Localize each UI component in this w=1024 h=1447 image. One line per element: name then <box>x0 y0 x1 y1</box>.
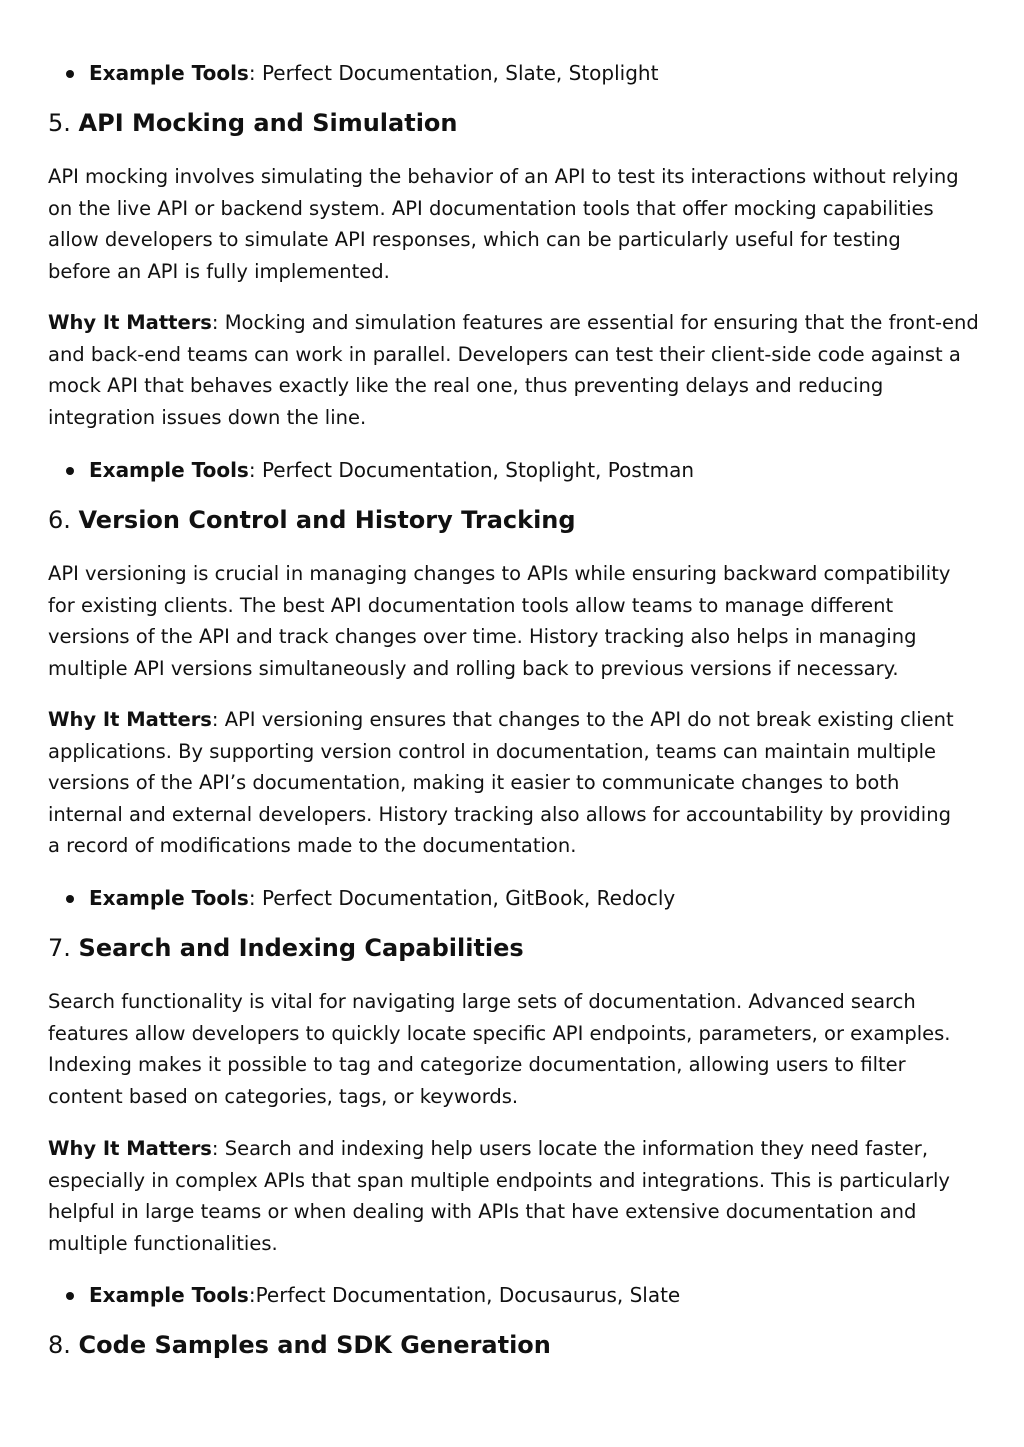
example-tools-value: Perfect Documentation, GitBook, Redocly <box>261 886 676 910</box>
section-title: Search and Indexing Capabilities <box>78 934 524 962</box>
paragraph-line: content based on categories, tags, or keywords. <box>48 1084 519 1108</box>
example-tools-value: Perfect Documentation, Slate, Stoplight <box>261 61 659 85</box>
section-title: Code Samples and SDK Generation <box>78 1331 551 1359</box>
section-number: 8. <box>48 1331 79 1359</box>
section-7-why-it-matters <box>48 1133 973 1259</box>
paragraph-line: API versioning is crucial in managing changes to APIs while ensuring backward compatibility <box>48 562 951 585</box>
paragraph-line: and back-end teams can work in parallel. Developers can test their client-side code against a <box>48 342 961 366</box>
paragraph-line: versions of the API’s documentation, making it easier to communicate changes to both <box>48 771 900 794</box>
example-tools-label: Example Tools <box>89 1283 249 1307</box>
section-6-why-it-matters <box>48 704 973 862</box>
paragraph-line: a record of modifications made to the documentation. <box>48 834 577 857</box>
paragraph-line: internal and external developers. History tracking also allows for accountability by providing <box>48 802 951 826</box>
example-tools-separator: : <box>248 886 262 910</box>
example-tools-value: Perfect Documentation, Docusaurus, Slate <box>255 1283 681 1307</box>
paragraph-line: multiple functionalities. <box>48 1231 278 1255</box>
why-it-matters-label: Why It Matters <box>48 1137 212 1160</box>
paragraph-line: API mocking involves simulating the behavior of an API to test its interactions without relying <box>48 165 959 188</box>
paragraph-line: applications. By supporting version control in documentation, teams can maintain multiple <box>48 739 937 763</box>
section-6-intro <box>48 558 973 684</box>
paragraph-line: before an API is fully implemented. <box>48 259 390 283</box>
section-number: 6. <box>48 506 79 534</box>
paragraph-line: allow developers to simulate API responses, which can be particularly useful for testing <box>48 228 901 251</box>
example-tools-separator: : <box>248 1283 256 1307</box>
example-tools-separator: : <box>248 61 262 85</box>
paragraph-line: Search functionality is vital for navigating large sets of documentation. Advanced search <box>48 990 916 1013</box>
paragraph-text: : API versioning ensures that changes to the API do not break existing client <box>211 708 954 731</box>
paragraph-line: integration issues down the line. <box>48 405 367 429</box>
why-it-matters-label: Why It Matters <box>48 708 212 731</box>
example-tools-label: Example Tools <box>89 886 249 910</box>
example-tools-separator: : <box>248 458 262 482</box>
paragraph-line: especially in complex APIs that span multiple endpoints and integrations. This is particularly <box>48 1168 950 1192</box>
paragraph-text: : Search and indexing help users locate the information they need faster, <box>211 1137 929 1160</box>
bullet-icon <box>66 1292 74 1300</box>
paragraph-text: : Mocking and simulation features are essential for ensuring that the front-end <box>211 311 979 334</box>
example-tools-value: Perfect Documentation, Stoplight, Postman <box>261 458 695 482</box>
section-title: API Mocking and Simulation <box>78 109 458 137</box>
paragraph-line: Indexing makes it possible to tag and categorize documentation, allowing users to filter <box>48 1053 906 1076</box>
paragraph-line: features allow developers to quickly locate specific API endpoints, parameters, or examples. <box>48 1021 951 1045</box>
paragraph-line: for existing clients. The best API documentation tools allow teams to manage different <box>48 593 894 617</box>
bullet-icon <box>66 895 74 903</box>
paragraph-line: multiple API versions simultaneously and rolling back to previous versions if necessary. <box>48 656 899 680</box>
paragraph-line: helpful in large teams or when dealing with APIs that have extensive documentation and <box>48 1200 917 1223</box>
section-heading-7 <box>48 933 524 963</box>
section-5-intro <box>48 161 973 287</box>
section-5-why-it-matters <box>48 307 979 433</box>
section-number: 7. <box>48 934 79 962</box>
section-title: Version Control and History Tracking <box>78 506 576 534</box>
paragraph-line: on the live API or backend system. API documentation tools that offer mocking capabilities <box>48 196 934 220</box>
section-heading-5 <box>48 108 458 138</box>
bullet-icon <box>66 467 74 475</box>
section-heading-8 <box>48 1330 551 1360</box>
why-it-matters-label: Why It Matters <box>48 311 212 334</box>
section-7-intro <box>48 986 973 1112</box>
bullet-icon <box>66 70 74 78</box>
section-heading-6 <box>48 505 576 535</box>
paragraph-line: versions of the API and track changes over time. History tracking also helps in managing <box>48 625 917 648</box>
example-tools-label: Example Tools <box>89 61 249 85</box>
section-number: 5. <box>48 109 79 137</box>
example-tools-label: Example Tools <box>89 458 249 482</box>
paragraph-line: mock API that behaves exactly like the real one, thus preventing delays and reducing <box>48 374 884 397</box>
